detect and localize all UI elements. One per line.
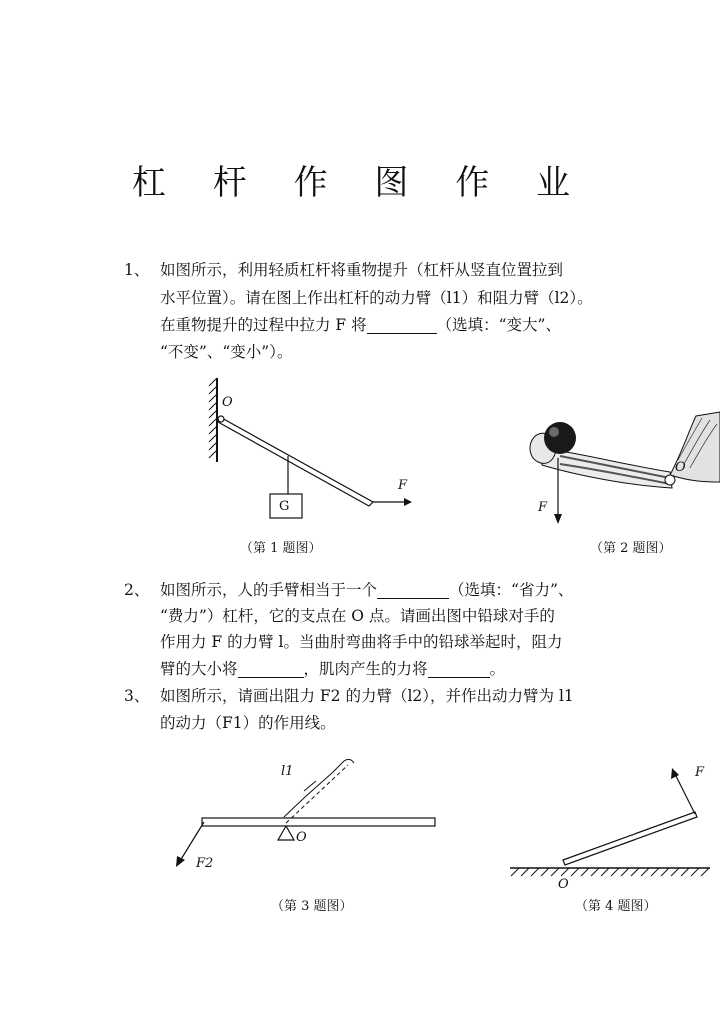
q1-line1: 如图所示，利用轻质杠杆将重物提升（杠杆从竖直位置拉到 (160, 261, 564, 279)
fig2-ball-highlight (549, 427, 559, 437)
q2-line4-b: ，肌肉产生的力将 (303, 660, 428, 678)
fig1-pivot (218, 416, 224, 422)
fig3-label-O: O (296, 830, 307, 845)
q2-line4 (160, 662, 505, 678)
q3-number: 3、 (124, 687, 150, 705)
q3-line1: 如图所示，请画出阻力 F2 的力臂（l2），并作出动力臂为 l1 (160, 687, 574, 705)
fig4-lever (563, 812, 697, 865)
figure-2 (520, 410, 720, 530)
fig2-force-arrowhead (554, 514, 562, 524)
fig2-label-O: O (675, 460, 686, 475)
fig1-wall-hatch (209, 378, 217, 458)
q1-number: 1、 (124, 261, 150, 279)
fig4-ground-hatch (511, 868, 709, 876)
q2-line1-after: （选填：“省力”、 (449, 581, 574, 599)
fig4-caption: （第 4 题图） (575, 899, 657, 914)
fig2-elbow-joint (665, 475, 675, 485)
q3-line2: 的动力（F1）的作用线。 (160, 714, 336, 732)
fig4-force-line (675, 774, 695, 814)
fig4-label-O: O (558, 877, 569, 892)
fig3-caption: （第 3 题图） (271, 899, 353, 914)
figure-1 (205, 376, 425, 526)
q1-answer-blank[interactable] (367, 319, 437, 334)
fig2-caption: （第 2 题图） (590, 541, 672, 556)
fig3-force-F2-arrowhead (176, 856, 185, 867)
q1-line4: “不变”、“变小”）。 (160, 343, 293, 361)
q2-number: 2、 (124, 581, 150, 599)
q2-answer-blank-1[interactable] (377, 584, 449, 599)
q2-line1 (160, 583, 573, 599)
fig2-forearm (540, 450, 672, 488)
q2-line4-a: 臂的大小将 (160, 660, 238, 678)
fig3-label-l1: l1 (281, 764, 294, 779)
fig1-label-G: G (279, 499, 290, 514)
fig3-label-F2: F2 (196, 856, 214, 871)
figure-4 (505, 760, 715, 880)
fig3-l1-tick (304, 781, 316, 791)
q2-answer-blank-3[interactable] (428, 663, 490, 678)
q2-line1-before: 如图所示，人的手臂相当于一个 (160, 581, 378, 599)
fig2-shot-put-ball (544, 422, 576, 454)
fig2-label-F: F (538, 500, 548, 515)
q1-line3 (160, 318, 561, 334)
fig3-l1-bracket (284, 759, 354, 817)
page-title: 杠 杆 作 图 作 业 (131, 163, 589, 203)
fig3-fulcrum (278, 826, 294, 840)
fig1-lever (218, 417, 373, 506)
fig4-force-arrowhead (671, 768, 679, 779)
fig4-label-F: F (695, 765, 705, 780)
q2-line4-c: 。 (489, 660, 506, 678)
fig3-dashed-line (286, 765, 348, 823)
q1-line2: 水平位置）。请在图上作出杠杆的动力臂（l1）和阻力臂（l2）。 (160, 289, 593, 307)
q2-line3: 作用力 F 的力臂 l。当曲肘弯曲将手中的铅球举起时，阻力 (160, 633, 563, 651)
fig1-force-arrowhead (404, 498, 412, 506)
fig1-label-O: O (222, 395, 233, 410)
q1-line3-after: （选填：“变大”、 (436, 316, 561, 334)
fig1-caption: （第 1 题图） (240, 541, 322, 556)
q1-line3-before: 在重物提升的过程中拉力 F 将 (160, 316, 367, 334)
q2-line2: “费力”）杠杆，它的支点在 O 点。请画出图中铅球对手的 (160, 607, 555, 625)
fig3-lever (202, 818, 435, 826)
fig1-label-F: F (398, 478, 408, 493)
q2-answer-blank-2[interactable] (238, 663, 304, 678)
